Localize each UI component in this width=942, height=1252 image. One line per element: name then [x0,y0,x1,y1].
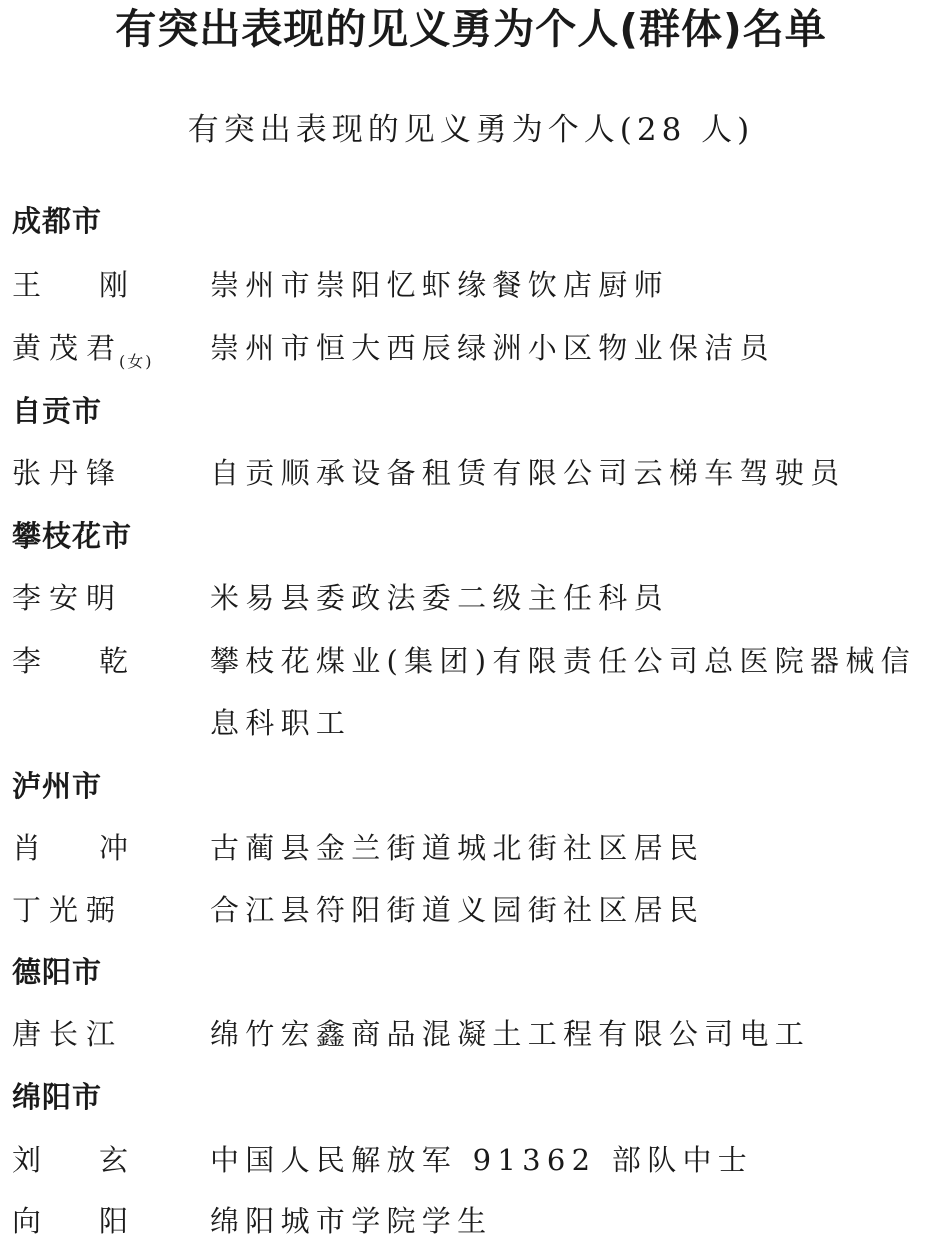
name-text: 黄茂君 [12,331,124,365]
document-title: 有突出表现的见义勇为个人(群体)名单 [115,5,827,53]
person-name [12,828,202,868]
region-heading-deyang: 德阳市 [12,955,103,989]
region-heading-zigong: 自贡市 [12,394,103,428]
document-subtitle: 有突出表现的见义勇为个人(28 人) [187,112,755,148]
region-heading-chengdu: 成都市 [12,204,103,238]
name-first-char: 肖 [12,831,42,865]
person-description: 崇州市崇阳忆虾缘餐饮店厨师 [210,268,669,302]
person-name: 丁光弼 [12,893,124,927]
person-name: 唐长江 [12,1017,124,1051]
name-last-char: 冲 [99,831,129,865]
person-name [12,1140,202,1180]
region-heading-panzhihua: 攀枝花市 [12,519,133,553]
gender-tag: (女) [119,352,154,371]
name-first-char: 向 [12,1204,42,1238]
person-description: 古蔺县金兰街道城北街社区居民 [210,831,705,865]
person-name [12,328,202,382]
name-last-char: 阳 [99,1204,129,1238]
region-heading-mianyang: 绵阳市 [12,1080,103,1114]
person-description: 崇州市恒大西辰绿洲小区物业保洁员 [210,331,775,365]
person-description: 米易县委政法委二级主任科员 [210,581,669,615]
person-description: 绵竹宏鑫商品混凝土工程有限公司电工 [210,1017,811,1051]
person-name [12,265,202,305]
region-heading-luzhou: 泸州市 [12,769,103,803]
name-last-char: 玄 [99,1143,129,1177]
name-last-char: 刚 [99,268,129,302]
person-description: 自贡顺承设备租赁有限公司云梯车驾驶员 [210,456,846,490]
name-last-char: 乾 [99,644,129,678]
name-first-char: 刘 [12,1143,42,1177]
person-name: 李安明 [12,581,124,615]
name-first-char: 王 [12,268,42,302]
person-name: 张丹锋 [12,456,124,490]
person-description: 攀枝花煤业(集团)有限责任公司总医院器械信息科职工 [210,644,916,740]
person-name [12,641,202,681]
person-description: 绵阳城市学院学生 [210,1204,493,1238]
person-description: 中国人民解放军 91362 部队中士 [210,1143,754,1177]
name-first-char: 李 [12,644,42,678]
person-name [12,1201,202,1241]
person-description: 合江县符阳街道义园街社区居民 [210,893,705,927]
